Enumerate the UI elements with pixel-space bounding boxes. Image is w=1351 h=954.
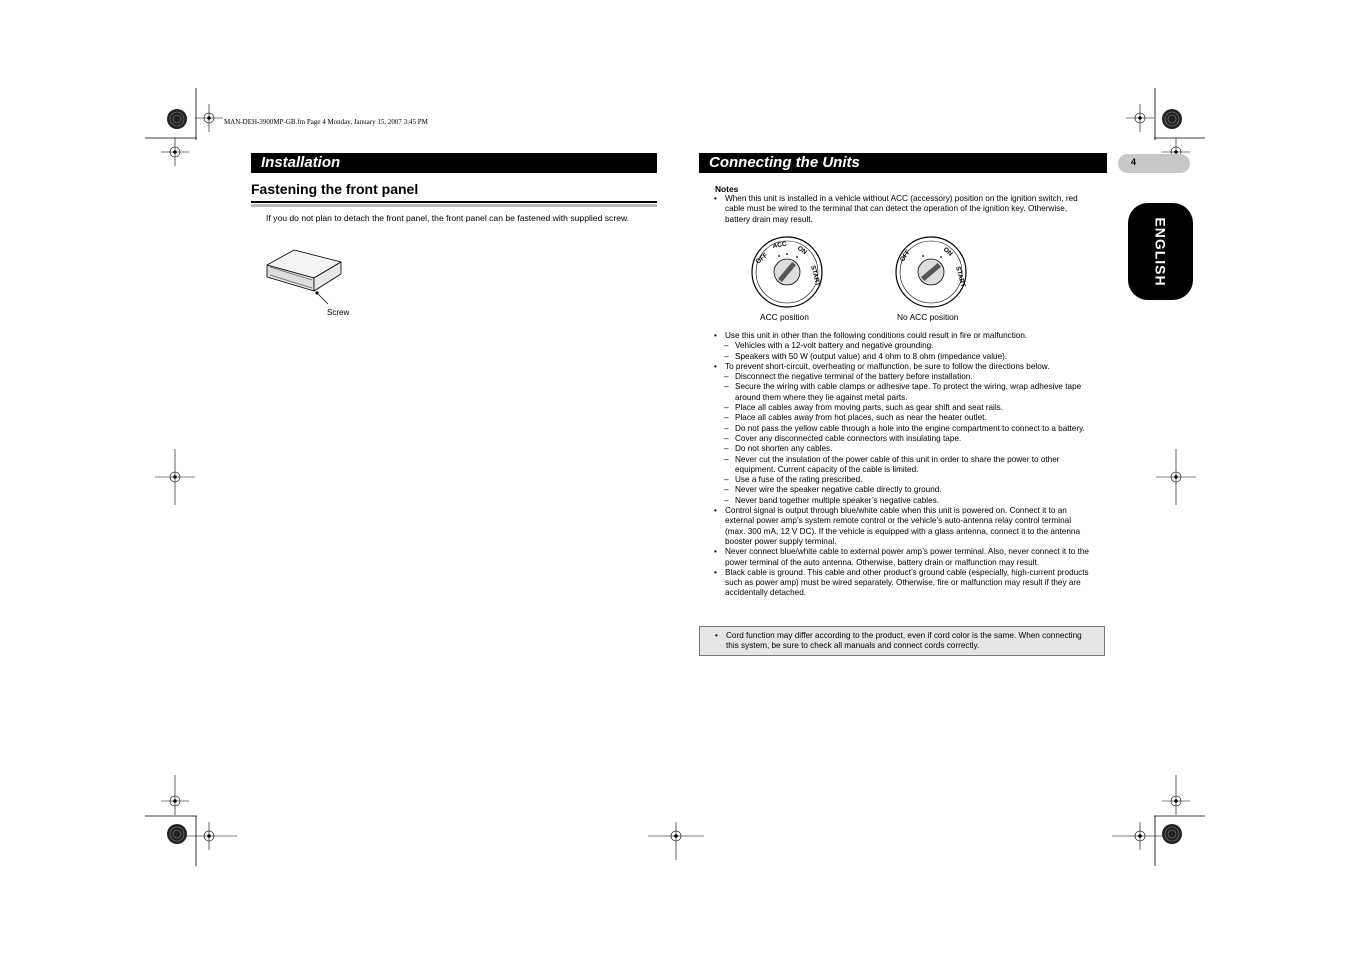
dash-marker: – [724,382,729,392]
label-acc: ACC [772,240,788,250]
dash-marker: – [724,475,729,485]
list-item-text: Black cable is ground. This cable and other product’s ground cable (especially, high-current products such as power amp) must be wired separately. Otherwise, fire or malfunction may result if they are accidentally detached. [725,567,1089,598]
dash-marker: – [724,372,729,382]
bullet-marker: • [714,361,717,371]
label-start: START [809,264,822,287]
bullet-marker: • [714,331,717,340]
sub-item-text: Cover any disconnected cable connectors with insulating tape. [735,433,962,443]
sub-item [714,455,1092,476]
sub-item-text: Vehicles with a 12-volt battery and negative grounding. [735,341,934,351]
cord-function-note-box [699,626,1105,656]
label-on: ON [795,244,808,257]
label-off: OFF [754,251,770,266]
list-item [714,568,1092,599]
dash-marker: – [724,351,729,361]
no-acc-position-caption: No ACC position [897,312,959,322]
screw-label: Screw [327,308,350,317]
list-item-text: Control signal is output through blue/white cable when this unit is powered on. Connect it to an external power amp’s system remote control or the vehicle’s auto-antenna relay control terminal (max. 300 mA, 12 V DC). If the vehicle is equipped with a glass antenna, connect it to the antenna booster power supply terminal. [725,506,1080,546]
list-item-text: To prevent short-circuit, overheating or malfunction, be sure to follow the directions below. [725,361,1050,371]
sub-item [714,444,1092,454]
notes-title: Notes [715,184,739,194]
ignition-acc-diagram [749,235,825,311]
dash-marker: – [724,403,729,413]
front-panel-illustration [262,248,352,308]
page-number: 4 [1131,157,1137,167]
sub-item [714,403,1092,413]
label-off: OFF [898,248,913,264]
precautions-list [714,331,1092,599]
sub-item [714,372,1092,382]
dash-marker: – [724,413,729,423]
dash-marker: – [724,495,729,505]
label-start: START [954,265,967,288]
file-header: MAN-DEH-3900MP-GB.fm Page 4 Monday, January 15, 2007 3:45 PM [224,118,428,126]
cord-function-note-text: Cord function may differ according to the product, even if cord color is the same. When connecting this system, be sure to check all manuals and connect cords correctly. [726,631,1082,651]
bullet-marker: • [714,547,717,557]
sub-item [714,382,1092,403]
page-number-tab [1118,154,1190,173]
list-item [714,547,1092,568]
sub-item [714,352,1092,362]
note-acc-text: When this unit is installed in a vehicle without ACC (accessory) position on the ignition switch, red cable must be wired to the terminal that can detect the operation of the ignition key. Otherwise, battery drain may result. [725,194,1078,224]
sub-item [714,485,1092,495]
sub-item-text: Speakers with 50 W (output value) and 4 ohm to 8 ohm (impedance value). [735,351,1008,361]
label-on: ON [941,246,954,258]
language-tab [1128,203,1193,300]
sub-item-text: Disconnect the negative terminal of the battery before installation. [735,372,973,382]
bullet-marker: • [714,194,717,203]
dash-marker: – [724,485,729,495]
acc-position-caption: ACC position [760,312,809,322]
dash-marker: – [724,454,729,464]
subheading-front-panel: Fastening the front panel [251,181,419,197]
sub-item-text: Place all cables away from moving parts, such as gear shift and seat rails. [735,403,1004,413]
bullet-marker: • [714,506,717,516]
list-item-text: Never connect blue/white cable to external power amp’s power terminal. Also, never connect it to the power terminal of the auto antenna. Otherwise, battery drain or malfunction may result. [725,547,1089,567]
subheading-rule [251,201,657,203]
ignition-noacc-diagram [893,235,969,311]
dash-marker: – [724,341,729,351]
bullet-marker: • [715,631,718,640]
sub-item-text: Never wire the speaker negative cable directly to ground. [735,485,942,495]
list-item-text: Use this unit in other than the following conditions could result in fire or malfunction. [725,331,1028,340]
sub-item [714,341,1092,351]
list-item [714,506,1092,547]
sub-item-text: Place all cables away from hot places, such as near the heater outlet. [735,413,987,423]
sub-item-text: Do not shorten any cables. [735,444,833,454]
sub-item [714,413,1092,423]
intro-paragraph: If you do not plan to detach the front panel, the front panel can be fastened with supplied screw. [266,213,630,223]
dash-marker: – [724,444,729,454]
list-item [714,331,1092,341]
sub-item [714,434,1092,444]
note-acc [714,194,1092,225]
sub-item-text: Never band together multiple speaker’s negative cables. [735,495,940,505]
section-title-connecting: Connecting the Units [699,153,1107,173]
section-title-installation: Installation [251,153,657,173]
list-item [714,362,1092,372]
sub-item [714,475,1092,485]
sub-item-text: Use a fuse of the rating prescribed. [735,475,863,485]
sub-item [714,424,1092,434]
sub-item [714,496,1092,506]
sub-item-text: Never cut the insulation of the power cable of this unit in order to share the power to other equipment. Current capacity of the cable is limited. [735,454,1060,474]
dash-marker: – [724,423,729,433]
bullet-marker: • [714,567,717,577]
language-tab-label: ENGLISH [1152,216,1169,287]
sub-item-text: Secure the wiring with cable clamps or adhesive tape. To protect the wiring, wrap adhesive tape around them where they lie against metal parts. [735,382,1082,402]
sub-item-text: Do not pass the yellow cable through a hole into the engine compartment to connect to a battery. [735,423,1085,433]
subheading-rule-shadow [251,204,657,207]
dash-marker: – [724,433,729,443]
